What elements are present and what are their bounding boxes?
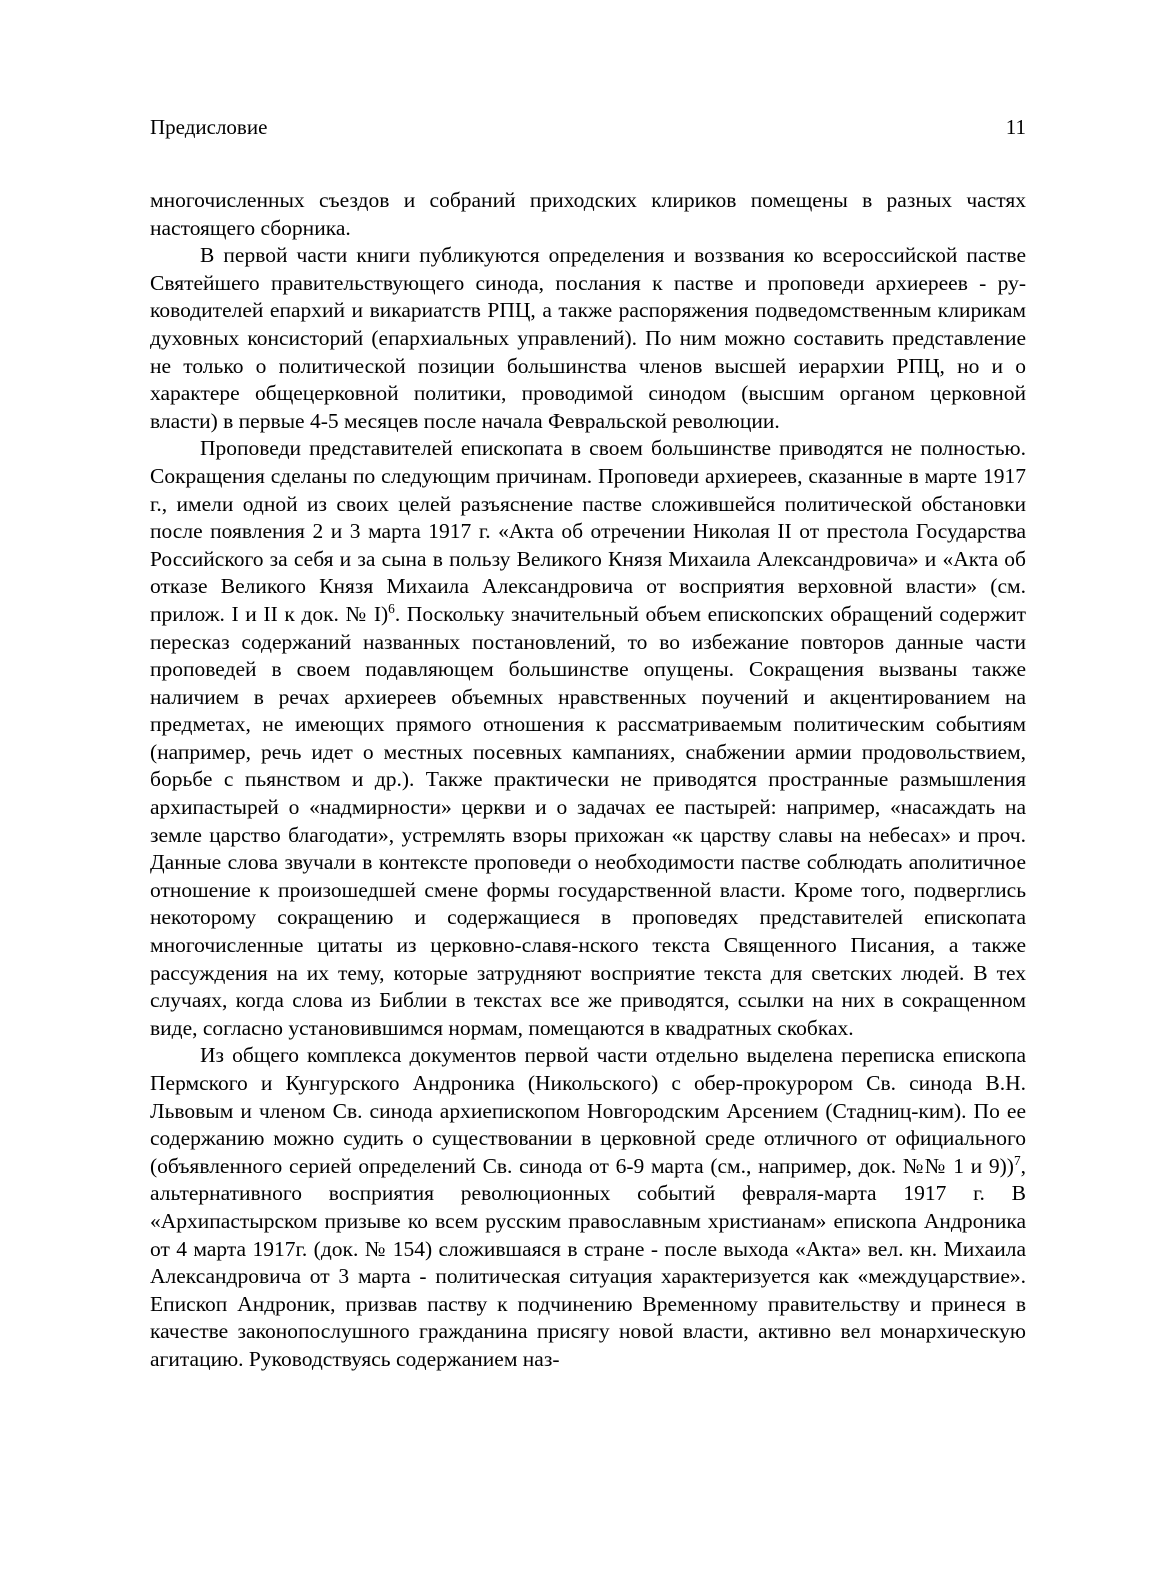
paragraph-text: многочисленных съездов и собраний приходских клириков помещены в разных частях настоящего сборника. <box>150 188 1026 240</box>
page-number: 11 <box>1005 115 1026 139</box>
body-text <box>150 187 1026 1374</box>
paragraph <box>150 435 1026 1042</box>
paragraph-text: Проповеди представителей епископата в своем большинстве приводятся не полностью. Сокращения сделаны по следующим причинам. Проповеди архиереев, сказанные в марте 1917 г., имели одной из своих целей разъяснение пастве сложившейся политической обстановки после появления 2 и 3 марта 1917 г. «Акта об отречении Николая II от престола Государства Российского за себя и за сына в пользу Великого Князя Михаила Александровича» и «Акта об отказе Великого Князя Михаила Александровича от восприятия верховной власти» (см. прилож. I и II к док. № I) <box>150 436 1026 626</box>
paragraph-text: В первой части книги публикуются определения и воззвания ко всероссийской пастве Святейшего правительствующего синода, послания к пастве и проповеди архиереев - руководителей епархий и викариатств РПЦ, а также распоряжения подведомственным клирикам духовных консисторий (епархиальных управлений). По ним можно составить представление не только о политической позиции большинства членов высшей иерархии РПЦ, но и о характере общецерковной политики, проводимой синодом (высшим органом церковной власти) в первые 4-5 месяцев после начала Февральской революции. <box>150 243 1026 433</box>
paragraph <box>150 1042 1026 1373</box>
paragraph-text: , альтернативного восприятия революционных событий февраля-марта 1917 г. В «Архипастырском призыве ко всем русским православным христианам» епископа Андроника от 4 марта 1917г. (док. № 154) сложившаяся в стране - после выхода «Акта» вел. кн. Михаила Александровича от 3 марта - политическая ситуация характеризуется как «междуцарствие». Епископ Андроник, призвав паству к подчинению Временному правительству и принеся в качестве законопослушного гражданина присягу новой власти, активно вел монархическую агитацию. Руководствуясь содержанием наз- <box>150 1153 1026 1371</box>
running-header <box>150 112 1026 142</box>
running-title: Предисловие <box>150 115 268 139</box>
paragraph <box>150 242 1026 435</box>
footnote-marker: 7 <box>1013 1152 1021 1168</box>
paragraph-continuation <box>150 187 1026 242</box>
paragraph-text: . Поскольку значительный объем епископских обращений содержит пересказ содержаний названных постановлений, то во избежание повторов данные части проповедей в своем подавляющем большинстве опущены. Сокращения вызваны также наличием в речах архиереев объемных нравственных поучений и акцентированием на предметах, не имеющих прямого отношения к рассматриваемым политическим событиям (например, речь идет о местных посевных кампаниях, снабжении армии продовольствием, борьбе с пьянством и др.). Также практически не приводятся пространные размышления архипастырей о «надмирности» церкви и о задачах ее пастырей: например, «насаждать на земле царство благодати», устремлять взоры прихожан «к царству славы на небесах» и проч. Данные слова звучали в контексте проповеди о необходимости пастве соблюдать аполитичное отношение к произошедшей смене формы государственной власти. Кроме того, подверглись некоторому сокращению и содержащиеся в проповедях представителей епископата многочисленные цитаты из церковно-славя-нского текста Священного Писания, а также рассуждения на их тему, которые затрудняют восприятие текста для светских людей. В тех случаях, когда слова из Библии в текстах все же приводятся, ссылки на них в сокращенном виде, согласно установившимся нормам, помещаются в квадратных скобках. <box>150 601 1026 1040</box>
footnote-marker: 6 <box>388 600 395 616</box>
paragraph-text: Из общего комплекса документов первой части отдельно выделена переписка епископа Пермского и Кунгурского Андроника (Никольского) с обер-прокурором Св. синода В.Н. Львовым и членом Св. синода архиепископом Новгородским Арсением (Стадниц-ким). По ее содержанию можно судить о существовании в церковной среде отличного от официального (объявленного серией определений Св. синода от 6-9 марта (см., например, док. №№ 1 и 9)) <box>150 1043 1026 1178</box>
